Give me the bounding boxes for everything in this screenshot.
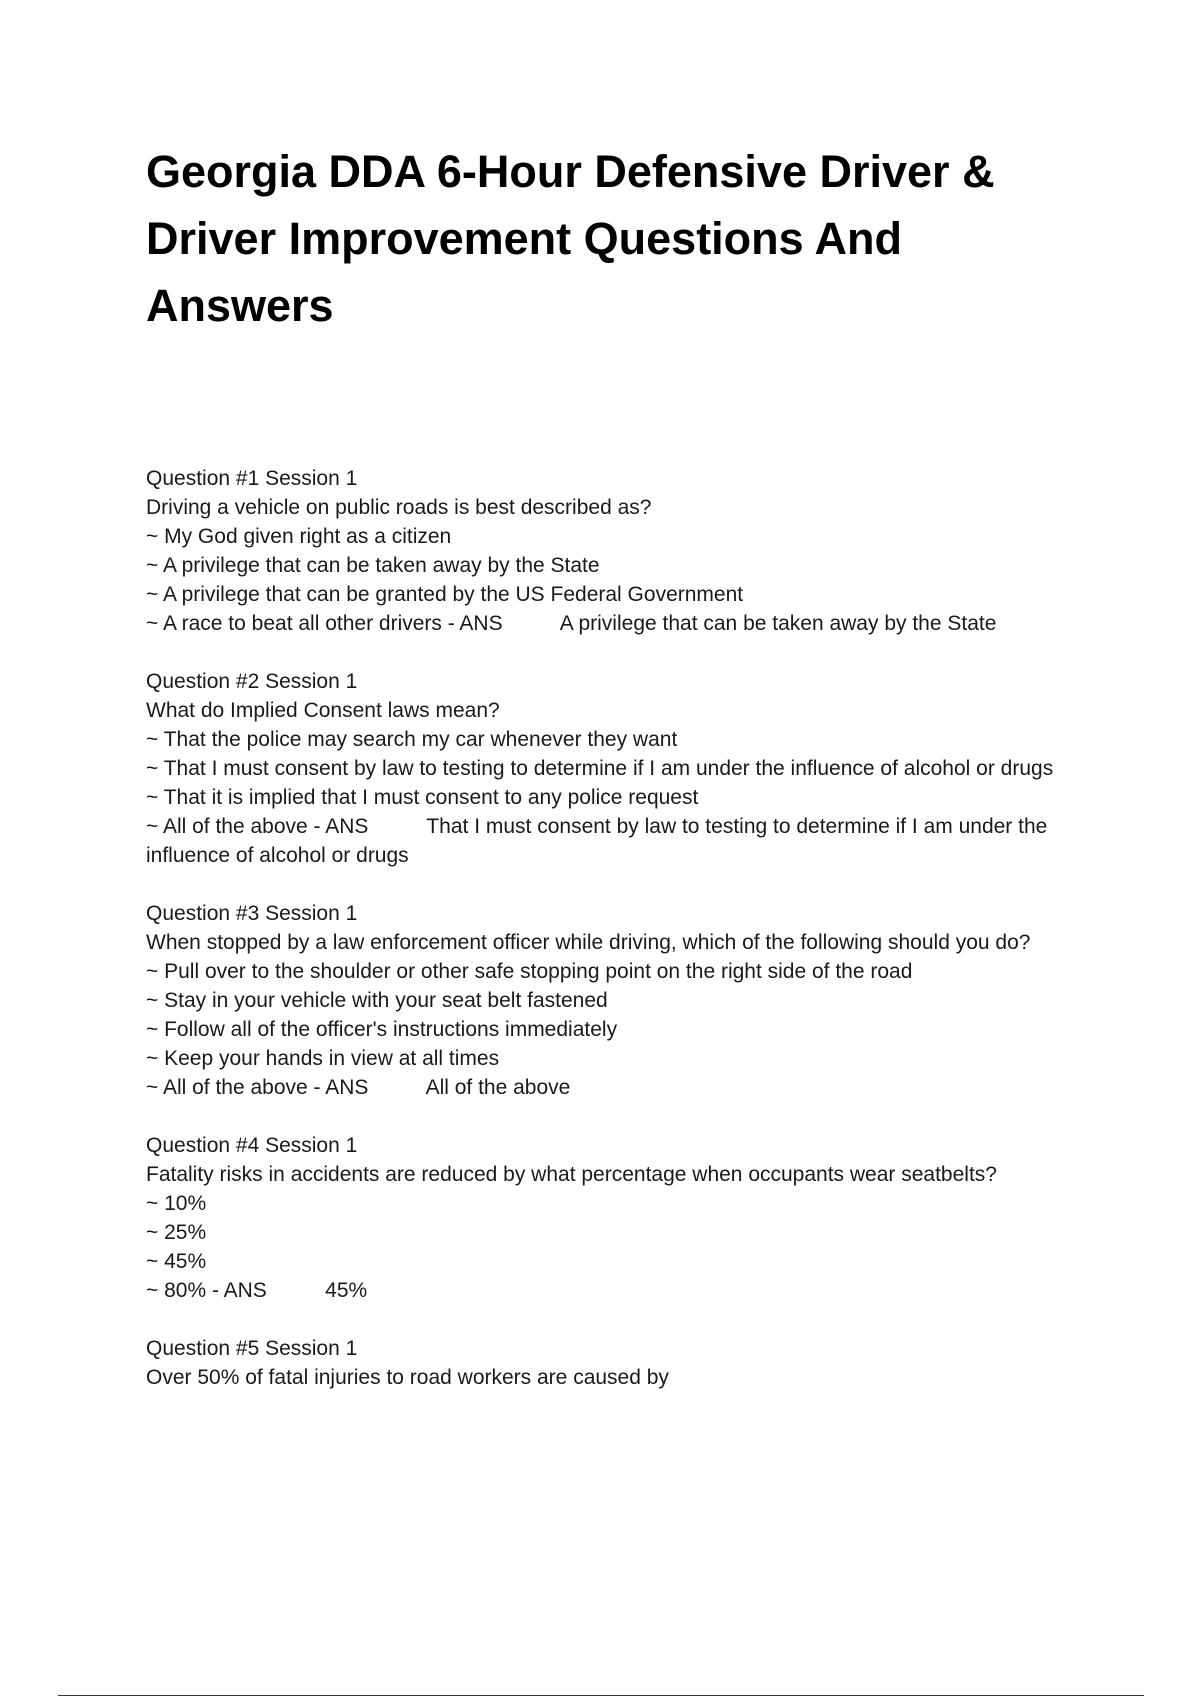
answer-option-with-answer: ~ A race to beat all other drivers - ANS A privilege that can be taken away by the State bbox=[146, 612, 997, 635]
question-1 bbox=[146, 464, 1086, 638]
answer-option: ~ A privilege that can be granted by the US Federal Government bbox=[146, 583, 744, 606]
question-3 bbox=[146, 899, 1086, 1102]
question-list bbox=[146, 464, 1086, 1421]
answer-option: ~ 45% bbox=[146, 1250, 207, 1273]
answer-option-with-answer: ~ All of the above - ANS All of the above bbox=[146, 1076, 571, 1099]
answer-option: ~ 10% bbox=[146, 1192, 207, 1215]
answer-option: ~ Follow all of the officer's instructions immediately bbox=[146, 1018, 618, 1041]
question-header: Question #4 Session 1 bbox=[146, 1134, 358, 1157]
answer-option: ~ Stay in your vehicle with your seat belt fastened bbox=[146, 989, 608, 1012]
answer-option-with-answer: ~ All of the above - ANS That I must consent by law to testing to determine if I am under the influence of alcohol or drugs bbox=[146, 815, 1054, 867]
question-prompt: When stopped by a law enforcement officer while driving, which of the following should you do? bbox=[146, 931, 1031, 954]
answer-option: ~ Pull over to the shoulder or other safe stopping point on the right side of the road bbox=[146, 960, 913, 983]
question-5 bbox=[146, 1334, 1086, 1392]
question-4 bbox=[146, 1131, 1086, 1305]
answer-option: ~ That it is implied that I must consent to any police request bbox=[146, 786, 699, 809]
question-prompt: What do Implied Consent laws mean? bbox=[146, 699, 500, 722]
answer-option: ~ My God given right as a citizen bbox=[146, 525, 452, 548]
question-header: Question #1 Session 1 bbox=[146, 467, 358, 490]
question-prompt: Driving a vehicle on public roads is best described as? bbox=[146, 496, 652, 519]
question-2 bbox=[146, 667, 1086, 870]
question-header: Question #5 Session 1 bbox=[146, 1337, 358, 1360]
answer-option: ~ 25% bbox=[146, 1221, 207, 1244]
document-title: Georgia DDA 6-Hour Defensive Driver & Driver Improvement Questions And Answers bbox=[146, 146, 995, 331]
question-header: Question #2 Session 1 bbox=[146, 670, 358, 693]
footer-divider bbox=[58, 1695, 1144, 1696]
answer-option: ~ A privilege that can be taken away by the State bbox=[146, 554, 600, 577]
question-prompt: Over 50% of fatal injuries to road workers are caused by bbox=[146, 1366, 669, 1389]
answer-option: ~ Keep your hands in view at all times bbox=[146, 1047, 500, 1070]
answer-option-with-answer: ~ 80% - ANS 45% bbox=[146, 1279, 368, 1302]
question-header: Question #3 Session 1 bbox=[146, 902, 358, 925]
answer-option: ~ That the police may search my car whenever they want bbox=[146, 728, 678, 751]
answer-option: ~ That I must consent by law to testing to determine if I am under the influence of alcohol or drugs bbox=[146, 757, 1054, 780]
question-prompt: Fatality risks in accidents are reduced by what percentage when occupants wear seatbelts? bbox=[146, 1163, 997, 1186]
